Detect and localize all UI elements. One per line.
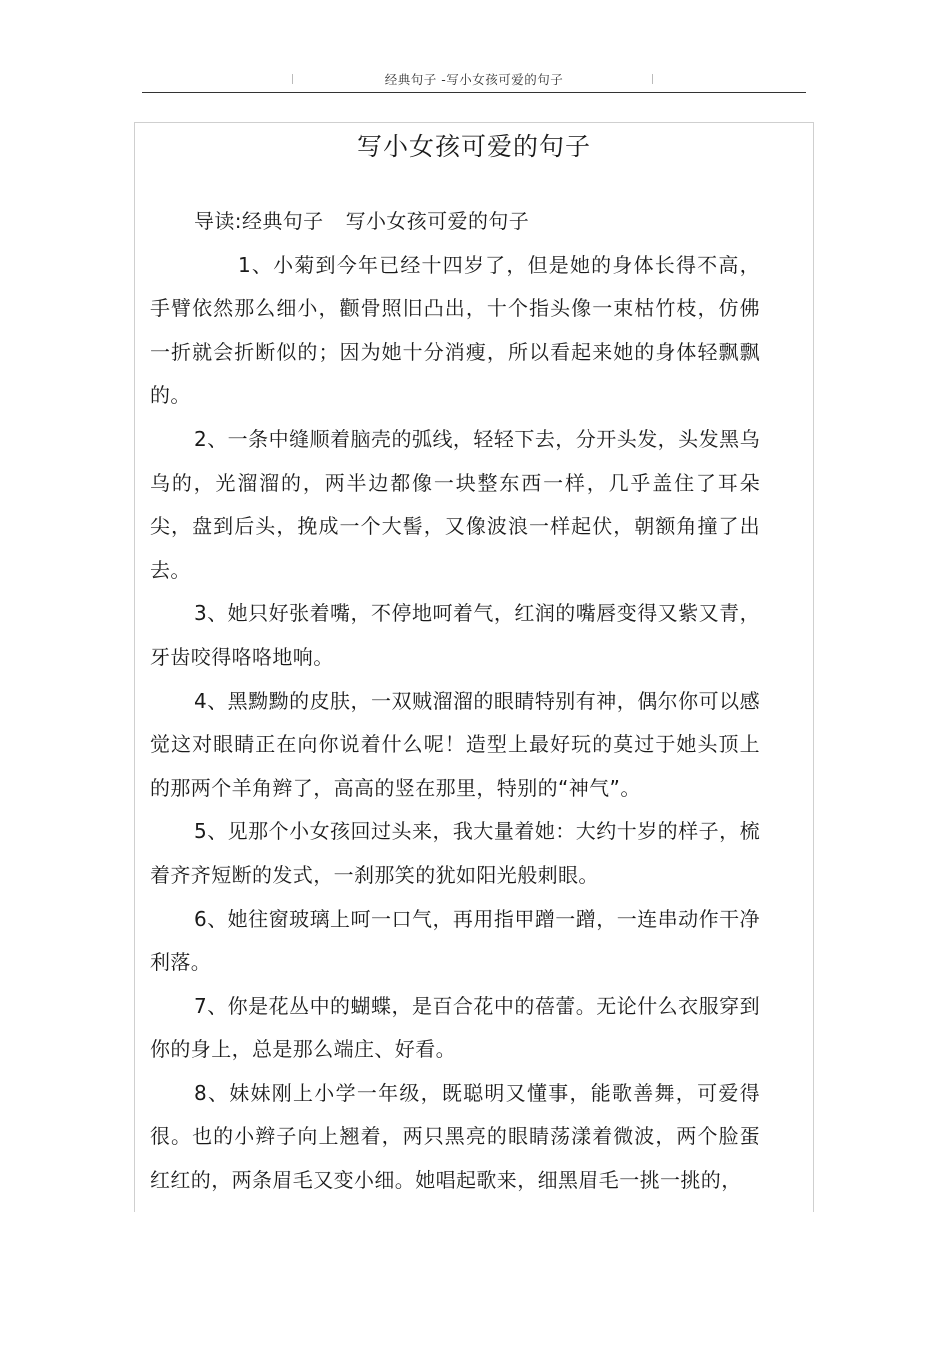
paragraph: 2、一条中缝顺着脑壳的弧线，轻轻下去，分开头发，头发黑乌乌的，光溜溜的，两半边都像一块整东西一样，几乎盖住了耳朵尖，盘到后头，挽成一个大髻，又像波浪一样起伏，朝额角撞了出去。 (150, 426, 760, 582)
paragraph: 3、她只好张着嘴，不停地呵着气，红润的嘴唇变得又紫又青，牙齿咬得咯咯地响。 (150, 601, 760, 669)
paragraph: 5、见那个小女孩回过头来，我大量着她：大约十岁的样子，梳着齐齐短断的发式，一刹那笑的犹如阳光般刺眼。 (150, 819, 760, 887)
document-body (150, 200, 760, 1203)
paragraph: 7、你是花丛中的蝴蝶，是百合花中的蓓蕾。无论什么衣服穿到你的身上，总是那么端庄、好看。 (150, 993, 760, 1062)
paragraph: 8、妹妹刚上小学一年级，既聪明又懂事，能歌善舞，可爱得很。也的小辫子向上翘着，两只黑亮的眼睛荡漾着微波，两个脸蛋红红的，两条眉毛又变小细。她唱起歌来，细黑眉毛一挑一挑的， (150, 1080, 760, 1193)
paragraph: 4、黑黝黝的皮肤，一双贼溜溜的眼睛特别有神，偶尔你可以感觉这对眼睛正在向你说着什么呢！造型上最好玩的莫过于她头顶上的那两个羊角辫了，高高的竖在那里，特别的“神气”。 (150, 688, 760, 800)
lead-category: 经典句子 (241, 209, 324, 233)
running-header-title: 经典句子 -写小女孩可爱的句子 (384, 72, 564, 87)
document-title: 写小女孩可爱的句子 (356, 132, 591, 161)
running-header (142, 62, 806, 93)
paragraph: 6、她往窗玻璃上呵一口气，再用指甲蹭一蹭，一连串动作干净利落。 (150, 906, 760, 975)
lead-label: 导读: (194, 209, 242, 233)
lead-line (150, 200, 760, 244)
lead-subject: 写小女孩可爱的句子 (345, 209, 530, 233)
paragraph: 1、小菊到今年已经十四岁了，但是她的身体长得不高，手臂依然那么细小，颧骨照旧凸出，十个指头像一束枯竹枝，仿佛一折就会折断似的；因为她十分消瘦，所以看起来她的身体轻飘飘的。 (150, 252, 760, 408)
